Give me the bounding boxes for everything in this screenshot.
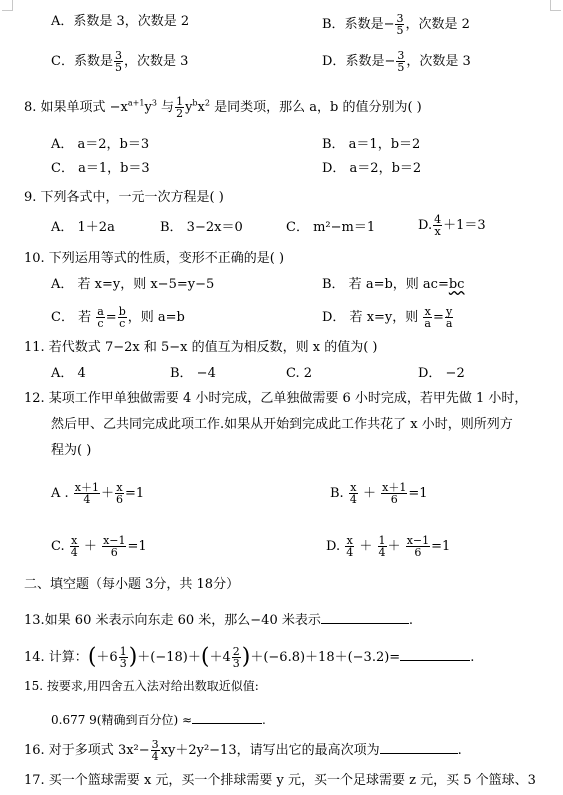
q10-option-d[interactable]: D． 若 x=y，则 $\frac{x}{a}$ = $\frac{y}{a}$ (322, 305, 453, 330)
fraction: $\frac{1}{2}$ (176, 95, 184, 120)
q12-stem-line3: 程为( ) (51, 443, 92, 458)
q12-option-d[interactable]: D. $\frac{x}{4}$ ＋ $\frac{1}{4}$ ＋ $\frac{x-1}{6}$ =1 (326, 534, 451, 559)
q11-option-d[interactable]: D． −2 (418, 366, 465, 381)
q7-option-b[interactable]: B．系数是− $\frac{3}{5}$ ，次数是 2 (322, 12, 470, 37)
q15-sub: 0.677 9(精确到百分位) ≈ . (51, 713, 266, 727)
fraction: $\frac{x+1}{6}$ (382, 481, 407, 506)
fraction: $\frac{3}{4}$ (151, 738, 159, 763)
q11-option-c[interactable]: C. 2 (286, 366, 313, 381)
page-corner-left (2, 0, 13, 11)
q13-stem: 13.如果 60 米表示向东走 60 米，那么−40 米表示 . (24, 613, 413, 628)
q11-option-b[interactable]: B． −4 (170, 366, 216, 381)
q9-option-d[interactable]: D. $\frac{4}{x}$ ＋1＝3 (418, 213, 486, 238)
q14-stem: 14. 计算：(＋6 $\frac{1}{3}$ )＋(−18)＋(＋4 $\frac{2}{3}$ )＋(−6.8)＋18＋(−3.2)= . (24, 644, 475, 670)
answer-blank[interactable] (380, 741, 458, 754)
q8-option-b[interactable]: B． a＝1，b＝2 (322, 137, 421, 152)
fraction: $\frac{1}{4}$ (378, 534, 386, 559)
answer-blank[interactable] (400, 648, 470, 661)
fraction: $\frac{a}{c}$ (97, 305, 104, 330)
q17-stem: 17. 买一个篮球需要 x 元，买一个排球需要 y 元，买一个足球需要 z 元，买 5 个篮球、3 (24, 773, 536, 788)
q16-stem: 16. 对于多项式 3x²− $\frac{3}{4}$ xy＋2y²−13，请写出它的最高次项为 . (24, 738, 462, 763)
q11-stem: 11. 若代数式 7−2x 和 5−x 的值互为相反数，则 x 的值为( ) (24, 340, 378, 355)
q8-stem: 8. 如果单项式 $-x^{a+1}y^3$ 与 $\frac{1}{2}$ $y^bx^2$ 是同类项，那么 a，b 的值分别为( ) (24, 95, 422, 120)
q10-option-c[interactable]: C． 若 $\frac{a}{c}$ = $\frac{b}{c}$ ，则 a=b (51, 305, 185, 330)
fraction: $\frac{x}{a}$ (424, 305, 431, 330)
q9-option-c[interactable]: C． m²−m＝1 (286, 220, 376, 235)
fraction: $\frac{y}{a}$ (445, 305, 453, 330)
answer-blank[interactable] (321, 611, 409, 624)
q10-option-b[interactable]: B． 若 a=b，则 ac=bc (322, 277, 465, 292)
fraction: $\frac{x-1}{6}$ (103, 534, 126, 559)
q11-option-a[interactable]: A． 4 (51, 366, 86, 381)
fraction: $\frac{x}{4}$ (346, 534, 354, 559)
q10-stem: 10. 下列运用等式的性质，变形不正确的是( ) (24, 251, 285, 266)
fraction: $\frac{4}{x}$ (434, 213, 442, 238)
fraction: $\frac{b}{c}$ (118, 305, 126, 330)
answer-blank[interactable] (192, 711, 262, 724)
page-corner-right (550, 0, 561, 11)
q8-option-a[interactable]: A． a＝2，b＝3 (51, 137, 150, 152)
q7-option-d[interactable]: D．系数是− $\frac{3}{5}$ ，次数是 3 (322, 49, 471, 74)
fraction: $\frac{3}{5}$ (396, 12, 404, 37)
section-heading: 二、填空题（每小题 3分，共 18分） (24, 577, 240, 592)
fraction: $\frac{2}{3}$ (232, 645, 240, 670)
fraction: $\frac{x}{6}$ (116, 481, 124, 506)
fraction: $\frac{3}{5}$ (114, 49, 122, 74)
q7-option-a[interactable]: A．系数是 3，次数是 2 (51, 14, 190, 29)
q10-option-a[interactable]: A． 若 x=y，则 x−5=y−5 (51, 277, 215, 292)
fraction: $\frac{x}{4}$ (70, 534, 78, 559)
q12-stem-line1: 12. 某项工作甲单独做需要 4 小时完成，乙单独做需要 6 小时完成，若甲先做 1 小时， (24, 391, 528, 406)
q9-option-b[interactable]: B． 3−2x＝0 (160, 220, 243, 235)
q12-option-c[interactable]: C. $\frac{x}{4}$ ＋ $\frac{x-1}{6}$ =1 (51, 534, 147, 559)
fraction: $\frac{3}{5}$ (397, 49, 405, 74)
q12-option-a[interactable]: A . $\frac{x+1}{4}$ ＋ $\frac{x}{6}$ =1 (51, 481, 145, 506)
q9-option-a[interactable]: A． 1＋2a (51, 220, 115, 235)
q8-option-c[interactable]: C． a＝1，b＝3 (51, 161, 150, 176)
fraction: $\frac{x}{4}$ (349, 481, 357, 506)
q9-stem: 9. 下列各式中，一元一次方程是( ) (24, 190, 224, 205)
q7-option-c[interactable]: C．系数是 $\frac{3}{5}$ ，次数是 3 (51, 49, 189, 74)
fraction: $\frac{1}{3}$ (119, 645, 127, 670)
q15-stem: 15. 按要求,用四舍五入法对给出数取近似值: (24, 679, 259, 693)
fraction: $\frac{x+1}{4}$ (74, 481, 99, 506)
fraction: $\frac{x-1}{6}$ (406, 534, 430, 559)
q12-stem-line2: 然后甲、乙共同完成此项工作.如果从开始到完成此工作共花了 x 小时，则所列方 (51, 417, 513, 432)
q12-option-b[interactable]: B. $\frac{x}{4}$ ＋ $\frac{x+1}{6}$ =1 (330, 481, 428, 506)
q8-option-d[interactable]: D． a＝2，b＝2 (322, 161, 422, 176)
